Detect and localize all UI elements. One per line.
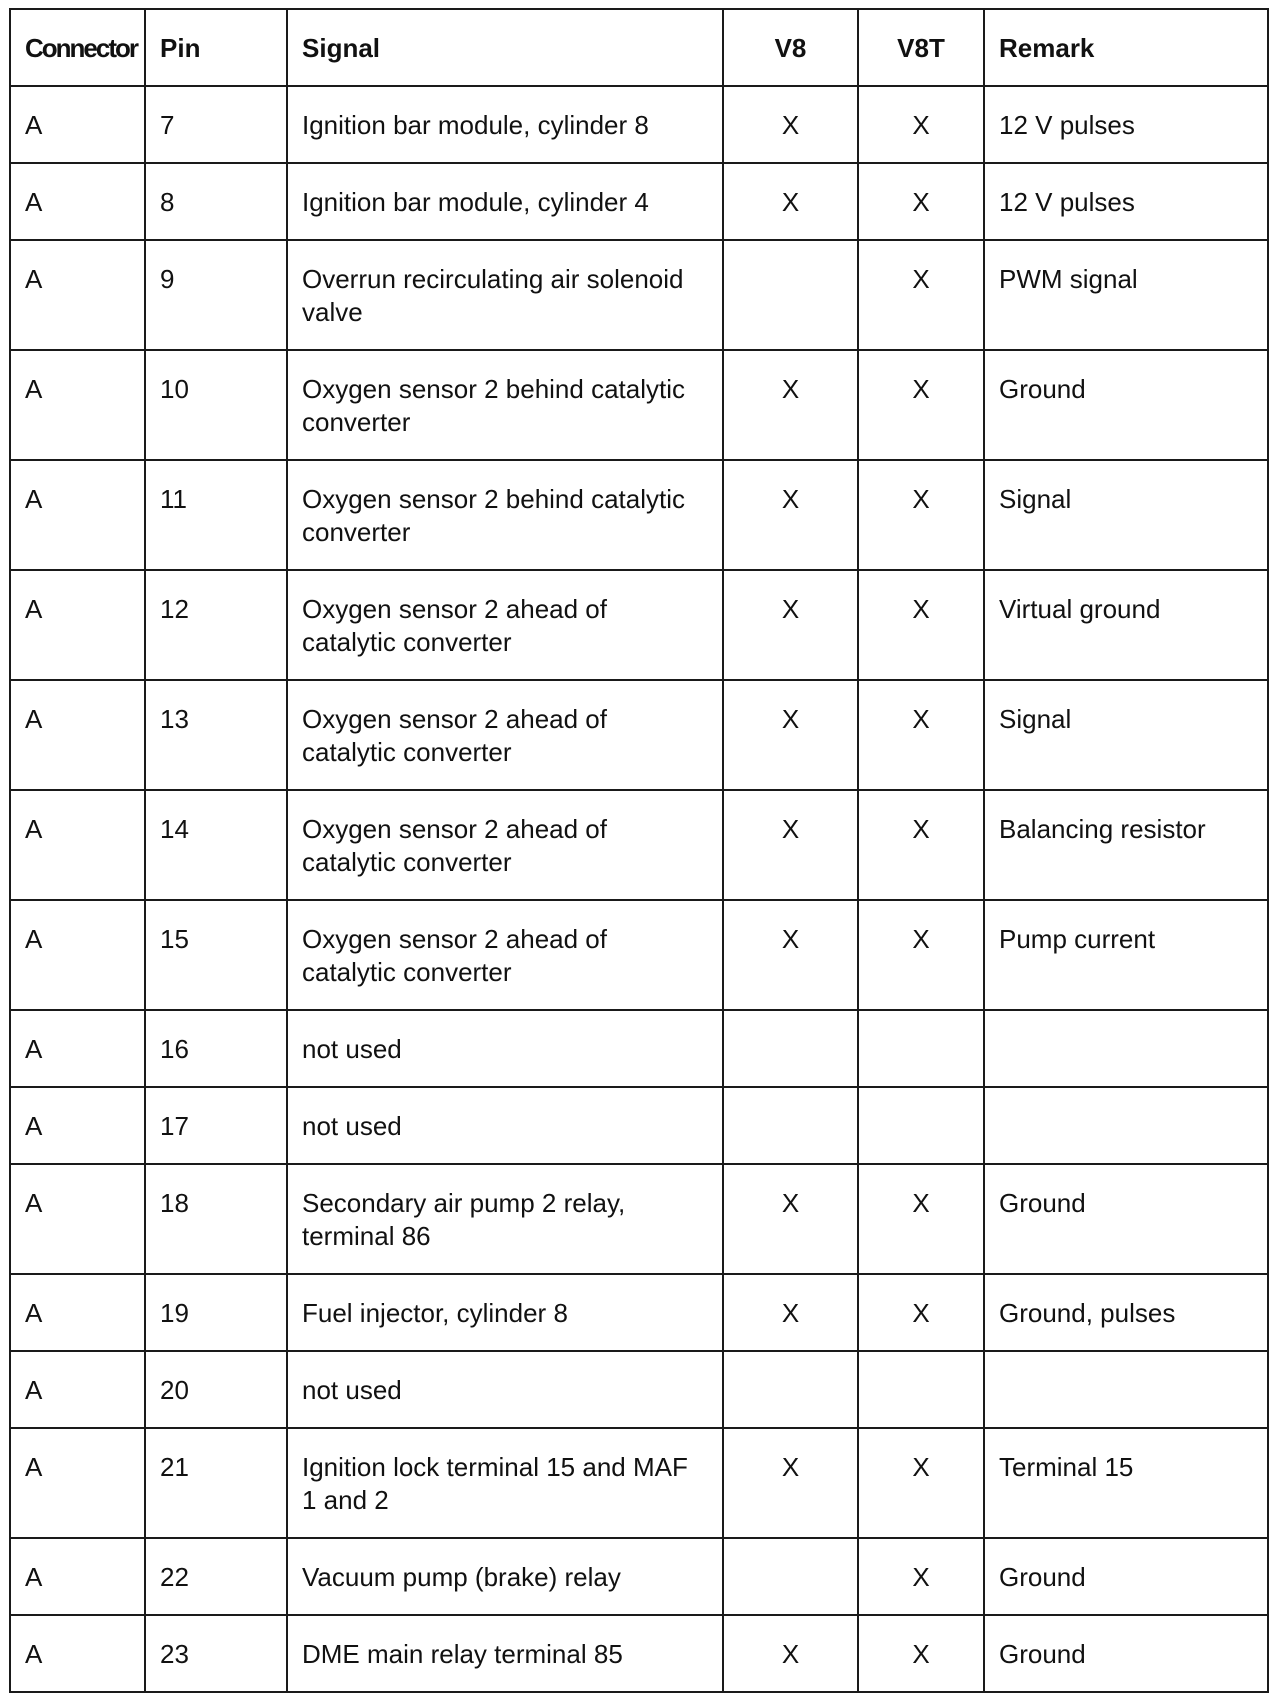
table-row (10, 460, 1268, 570)
cell-connector: A (10, 1351, 145, 1428)
cell-remark: 12 V pulses (984, 163, 1268, 240)
cell-v8 (723, 1087, 858, 1164)
cell-connector: A (10, 1428, 145, 1538)
cell-remark: Balancing resistor (984, 790, 1268, 900)
header-remark: Remark (984, 9, 1268, 86)
table-row (10, 1274, 1268, 1351)
cell-connector: A (10, 1274, 145, 1351)
cell-pin: 18 (145, 1164, 287, 1274)
cell-v8 (723, 1351, 858, 1428)
cell-connector: A (10, 1538, 145, 1615)
cell-v8t: X (858, 240, 984, 350)
cell-v8: X (723, 350, 858, 460)
cell-pin: 15 (145, 900, 287, 1010)
cell-v8t: X (858, 163, 984, 240)
cell-signal: Ignition bar module, cylinder 8 (287, 86, 723, 163)
cell-connector: A (10, 790, 145, 900)
cell-remark (984, 1351, 1268, 1428)
cell-v8: X (723, 163, 858, 240)
cell-v8 (723, 1010, 858, 1087)
cell-remark: Ground (984, 350, 1268, 460)
cell-connector: A (10, 350, 145, 460)
table-row (10, 86, 1268, 163)
cell-signal: not used (287, 1351, 723, 1428)
cell-v8t: X (858, 1274, 984, 1351)
cell-signal: Overrun recirculating air solenoid valve (287, 240, 723, 350)
cell-remark: Signal (984, 460, 1268, 570)
cell-v8t: X (858, 1615, 984, 1692)
cell-remark: 12 V pulses (984, 86, 1268, 163)
table-row (10, 1428, 1268, 1538)
cell-v8: X (723, 1615, 858, 1692)
cell-pin: 20 (145, 1351, 287, 1428)
cell-v8t: X (858, 900, 984, 1010)
cell-signal: Vacuum pump (brake) relay (287, 1538, 723, 1615)
table-row (10, 163, 1268, 240)
cell-v8t: X (858, 570, 984, 680)
cell-connector: A (10, 163, 145, 240)
cell-signal: Oxygen sensor 2 behind catalytic converter (287, 350, 723, 460)
cell-v8t (858, 1351, 984, 1428)
table-row (10, 1351, 1268, 1428)
table-row (10, 1164, 1268, 1274)
cell-pin: 21 (145, 1428, 287, 1538)
cell-signal: Oxygen sensor 2 ahead of catalytic converter (287, 900, 723, 1010)
cell-connector: A (10, 240, 145, 350)
table-row (10, 790, 1268, 900)
cell-pin: 14 (145, 790, 287, 900)
table-row (10, 900, 1268, 1010)
cell-connector: A (10, 1164, 145, 1274)
cell-remark: Ground (984, 1164, 1268, 1274)
cell-signal: not used (287, 1087, 723, 1164)
table-row (10, 570, 1268, 680)
cell-v8: X (723, 460, 858, 570)
cell-connector: A (10, 900, 145, 1010)
cell-remark: Ground, pulses (984, 1274, 1268, 1351)
cell-connector: A (10, 460, 145, 570)
cell-signal: Oxygen sensor 2 ahead of catalytic converter (287, 790, 723, 900)
cell-remark (984, 1087, 1268, 1164)
header-v8: V8 (723, 9, 858, 86)
cell-v8t: X (858, 350, 984, 460)
cell-remark: Terminal 15 (984, 1428, 1268, 1538)
cell-signal: Ignition bar module, cylinder 4 (287, 163, 723, 240)
table-row (10, 1615, 1268, 1692)
cell-pin: 13 (145, 680, 287, 790)
cell-v8: X (723, 900, 858, 1010)
cell-pin: 23 (145, 1615, 287, 1692)
cell-signal: Secondary air pump 2 relay, terminal 86 (287, 1164, 723, 1274)
cell-remark: PWM signal (984, 240, 1268, 350)
cell-v8: X (723, 1164, 858, 1274)
cell-pin: 9 (145, 240, 287, 350)
cell-connector: A (10, 680, 145, 790)
cell-connector: A (10, 1087, 145, 1164)
cell-signal: DME main relay terminal 85 (287, 1615, 723, 1692)
cell-connector: A (10, 86, 145, 163)
header-connector: Connector (10, 9, 145, 86)
cell-v8t: X (858, 1538, 984, 1615)
cell-signal: Oxygen sensor 2 ahead of catalytic converter (287, 680, 723, 790)
cell-v8t: X (858, 1164, 984, 1274)
cell-v8 (723, 1538, 858, 1615)
cell-v8: X (723, 1428, 858, 1538)
cell-v8t: X (858, 680, 984, 790)
cell-remark: Signal (984, 680, 1268, 790)
table-row (10, 240, 1268, 350)
cell-signal: Oxygen sensor 2 behind catalytic converter (287, 460, 723, 570)
cell-v8t: X (858, 1428, 984, 1538)
cell-v8t (858, 1010, 984, 1087)
cell-connector: A (10, 1615, 145, 1692)
cell-remark (984, 1010, 1268, 1087)
cell-pin: 7 (145, 86, 287, 163)
cell-remark: Ground (984, 1538, 1268, 1615)
cell-pin: 11 (145, 460, 287, 570)
cell-pin: 8 (145, 163, 287, 240)
cell-v8: X (723, 570, 858, 680)
cell-pin: 10 (145, 350, 287, 460)
cell-v8: X (723, 680, 858, 790)
cell-v8 (723, 240, 858, 350)
cell-pin: 16 (145, 1010, 287, 1087)
cell-signal: Oxygen sensor 2 ahead of catalytic converter (287, 570, 723, 680)
table-header-row (10, 9, 1268, 86)
cell-remark: Ground (984, 1615, 1268, 1692)
cell-connector: A (10, 570, 145, 680)
cell-v8: X (723, 790, 858, 900)
table-row (10, 680, 1268, 790)
cell-v8: X (723, 86, 858, 163)
cell-v8t (858, 1087, 984, 1164)
pin-assignment-table (9, 8, 1269, 1693)
cell-pin: 12 (145, 570, 287, 680)
cell-v8t: X (858, 86, 984, 163)
cell-pin: 22 (145, 1538, 287, 1615)
cell-remark: Pump current (984, 900, 1268, 1010)
cell-remark: Virtual ground (984, 570, 1268, 680)
cell-v8t: X (858, 790, 984, 900)
table-row (10, 350, 1268, 460)
cell-v8t: X (858, 460, 984, 570)
cell-pin: 17 (145, 1087, 287, 1164)
header-signal: Signal (287, 9, 723, 86)
header-pin: Pin (145, 9, 287, 86)
table-row (10, 1087, 1268, 1164)
table-row (10, 1010, 1268, 1087)
cell-signal: Ignition lock terminal 15 and MAF 1 and 2 (287, 1428, 723, 1538)
header-v8t: V8T (858, 9, 984, 86)
table-row (10, 1538, 1268, 1615)
cell-pin: 19 (145, 1274, 287, 1351)
cell-signal: Fuel injector, cylinder 8 (287, 1274, 723, 1351)
cell-signal: not used (287, 1010, 723, 1087)
cell-connector: A (10, 1010, 145, 1087)
cell-v8: X (723, 1274, 858, 1351)
